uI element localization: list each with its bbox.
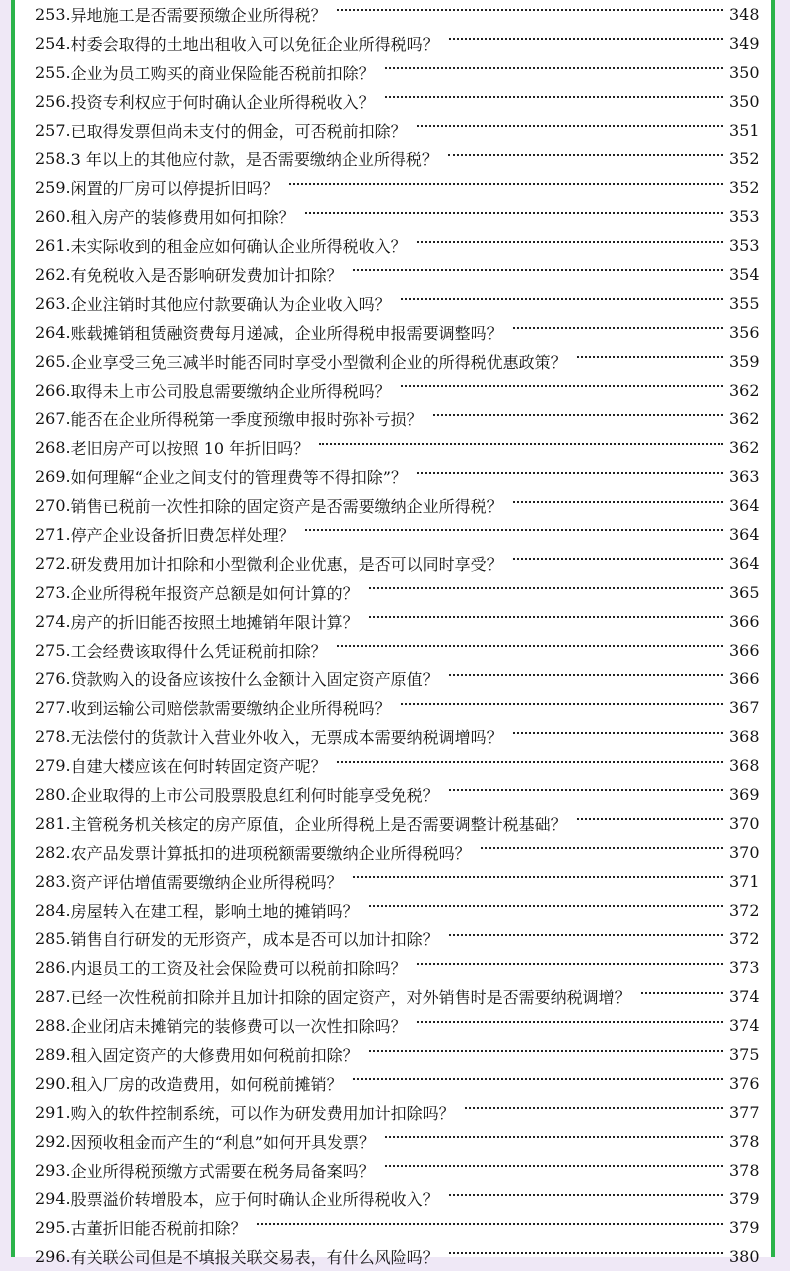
toc-entry — [35, 1185, 760, 1214]
toc-entry-number: 274. — [35, 611, 71, 631]
toc-entry-number: 294. — [35, 1189, 71, 1209]
toc-entry — [35, 87, 760, 116]
toc-leader-dots — [319, 443, 723, 445]
toc-entry — [35, 1156, 760, 1185]
toc-entry-page: 359 — [729, 351, 760, 371]
toc-entry-page: 379 — [729, 1218, 760, 1238]
toc-entry-page: 373 — [729, 958, 760, 978]
toc-entry-page: 362 — [729, 380, 760, 400]
toc-leader-dots — [385, 96, 723, 98]
toc-entry — [35, 231, 760, 260]
toc-entry-number: 268. — [35, 438, 71, 458]
toc-entry-page: 370 — [729, 842, 760, 862]
toc-entry-title: 研发费用加计扣除和小型微利企业优惠，是否可以同时享受？ — [70, 554, 503, 574]
toc-entry-page: 367 — [729, 698, 760, 718]
toc-entry-title: 取得未上市公司股息需要缴纳企业所得税吗？ — [70, 381, 391, 401]
toc-entry-number: 270. — [35, 496, 71, 516]
toc-entry-number: 271. — [35, 524, 71, 544]
toc-entry-title: 收到运输公司赔偿款需要缴纳企业所得税吗？ — [70, 699, 391, 719]
toc-entry-number: 257. — [35, 120, 71, 140]
toc-leader-dots — [449, 1194, 723, 1196]
toc-entry-number: 277. — [35, 698, 71, 718]
toc-entry-page: 374 — [729, 987, 760, 1007]
toc-leader-dots — [449, 674, 723, 676]
toc-entry-page: 364 — [729, 553, 760, 573]
toc-entry-page: 370 — [729, 813, 760, 833]
toc-entry — [35, 780, 760, 809]
toc-entry-page: 354 — [729, 264, 760, 284]
toc-entry-page: 352 — [729, 149, 760, 169]
toc-entry-number: 267. — [35, 409, 71, 429]
toc-leader-dots — [465, 1107, 723, 1109]
toc-entry-title: 销售自行研发的无形资产，成本是否可以加计扣除？ — [70, 930, 439, 950]
toc-entry-number: 261. — [35, 236, 71, 256]
toc-entry — [35, 896, 760, 925]
toc-entry-page: 372 — [729, 900, 760, 920]
toc-entry — [35, 1098, 760, 1127]
toc-entry-number: 255. — [35, 62, 71, 82]
toc-entry-number: 285. — [35, 929, 71, 949]
toc-entry — [35, 520, 760, 549]
toc-leader-dots — [385, 1136, 723, 1138]
toc-entry — [35, 144, 760, 173]
toc-entry — [35, 1040, 760, 1069]
toc-leader-dots — [289, 183, 723, 185]
toc-entry-title: 股票溢价转增股本，应于何时确认企业所得税收入？ — [70, 1190, 439, 1210]
toc-entry-number: 262. — [35, 264, 71, 284]
toc-leader-dots — [641, 992, 723, 994]
toc-entry-page: 371 — [729, 871, 760, 891]
toc-entry-title: 因预收租金而产生的“利息”如何开具发票？ — [70, 1132, 375, 1152]
toc-leader-dots — [577, 356, 723, 358]
toc-entry-page: 378 — [729, 1160, 760, 1180]
toc-entry-page: 356 — [729, 322, 760, 342]
toc-entry-number: 273. — [35, 582, 71, 602]
toc-leader-dots — [448, 154, 723, 156]
toc-leader-dots — [337, 761, 723, 763]
toc-entry — [35, 867, 760, 896]
toc-entry-page: 362 — [729, 438, 760, 458]
toc-leader-dots — [401, 298, 723, 300]
toc-entry-title: 村委会取得的土地出租收入可以免征企业所得税吗？ — [70, 34, 439, 54]
toc-leader-dots — [385, 1165, 723, 1167]
toc-entry-page: 368 — [729, 727, 760, 747]
toc-entry-title: 房产的折旧能否按照土地摊销年限计算？ — [70, 612, 359, 632]
toc-entry-title: 贷款购入的设备应该按什么金额计入固定资产原值？ — [70, 670, 439, 690]
toc-entry — [35, 838, 760, 867]
toc-entry-title: 企业所得税预缴方式需要在税务局备案吗？ — [70, 1161, 375, 1181]
toc-entry-title: 账载摊销租赁融资费每月递减，企业所得税申报需要调整吗？ — [70, 323, 503, 343]
toc-leader-dots — [369, 587, 723, 589]
toc-entry-number: 283. — [35, 871, 71, 891]
toc-entry-number: 295. — [35, 1218, 71, 1238]
toc-entry-title: 闲置的厂房可以停提折旧吗？ — [70, 179, 279, 199]
toc-leader-dots — [513, 327, 723, 329]
toc-entry — [35, 202, 760, 231]
toc-entry — [35, 607, 760, 636]
toc-entry — [35, 491, 760, 520]
toc-leader-dots — [401, 385, 723, 387]
toc-leader-dots — [353, 1078, 723, 1080]
toc-entry-number: 264. — [35, 322, 71, 342]
toc-entry-title: 购入的软件控制系统，可以作为研发费用加计扣除吗？ — [70, 1103, 455, 1123]
toc-entry — [35, 29, 760, 58]
toc-entry-number: 296. — [35, 1247, 71, 1267]
toc-leader-dots — [401, 703, 723, 705]
toc-entry-title: 企业注销时其他应付款要确认为企业收入吗？ — [70, 294, 391, 314]
toc-entry-title: 房屋转入在建工程，影响土地的摊销吗？ — [70, 901, 359, 921]
toc-leader-dots — [369, 616, 723, 618]
toc-leader-dots — [305, 212, 723, 214]
toc-leader-dots — [369, 1050, 723, 1052]
toc-entry-title: 古董折旧能否税前扣除？ — [70, 1219, 247, 1239]
toc-entry-number: 292. — [35, 1131, 71, 1151]
toc-entry-page: 369 — [729, 784, 760, 804]
toc-entry-number: 260. — [35, 207, 71, 227]
toc-entry-page: 362 — [729, 409, 760, 429]
toc-entry-page: 366 — [729, 611, 760, 631]
toc-entry-title: 已经一次性税前扣除并且加计扣除的固定资产，对外销售时是否需要纳税调增？ — [70, 988, 631, 1008]
toc-entry-number: 291. — [35, 1102, 71, 1122]
toc-entry — [35, 347, 760, 376]
toc-entry-number: 263. — [35, 293, 71, 313]
toc-entry — [35, 693, 760, 722]
toc-entry-page: 363 — [729, 467, 760, 487]
toc-entry-title: 自建大楼应该在何时转固定资产呢？ — [70, 757, 327, 777]
toc-entry-number: 286. — [35, 958, 71, 978]
toc-leader-dots — [449, 934, 723, 936]
toc-entry — [35, 925, 760, 954]
toc-leader-dots — [417, 1021, 723, 1023]
toc-leader-dots — [513, 732, 723, 734]
toc-leader-dots — [417, 963, 723, 965]
toc-entry-number: 278. — [35, 727, 71, 747]
toc-entry-number: 293. — [35, 1160, 71, 1180]
toc-leader-dots — [417, 125, 723, 127]
toc-leader-dots — [305, 529, 723, 531]
toc-entry-page: 353 — [729, 207, 760, 227]
toc-entry — [35, 636, 760, 665]
toc-entry-page: 364 — [729, 524, 760, 544]
toc-leader-dots — [513, 501, 723, 503]
toc-entry-number: 287. — [35, 987, 71, 1007]
toc-leader-dots — [337, 645, 723, 647]
toc-entry-title: 3 年以上的其他应付款，是否需要缴纳企业所得税？ — [70, 150, 438, 170]
toc-entry-title: 企业所得税年报资产总额是如何计算的？ — [70, 583, 359, 603]
toc-entry-title: 资产评估增值需要缴纳企业所得税吗？ — [70, 872, 343, 892]
toc-entry-title: 工会经费该取得什么凭证税前扣除？ — [70, 641, 327, 661]
toc-entry-title: 主管税务机关核定的房产原值，企业所得税上是否需要调整计税基础？ — [70, 814, 567, 834]
toc-leader-dots — [353, 876, 723, 878]
toc-entry — [35, 260, 760, 289]
toc-entry-title: 无法偿付的货款计入营业外收入，无票成本需要纳税调增吗？ — [70, 728, 503, 748]
toc-entry-page: 364 — [729, 496, 760, 516]
toc-entry-number: 253. — [35, 4, 71, 24]
toc-entry-page: 350 — [729, 91, 760, 111]
document-page — [11, 0, 775, 1268]
toc-entry — [35, 1127, 760, 1156]
toc-entry-page: 374 — [729, 1016, 760, 1036]
toc-entry — [35, 0, 760, 29]
toc-leader-dots — [577, 818, 723, 820]
toc-entry-page: 378 — [729, 1131, 760, 1151]
toc-entry-number: 279. — [35, 756, 71, 776]
toc-leader-dots — [449, 1252, 723, 1254]
toc-entry — [35, 549, 760, 578]
toc-entry-number: 269. — [35, 467, 71, 487]
toc-entry-page: 372 — [729, 929, 760, 949]
toc-entry-page: 355 — [729, 293, 760, 313]
toc-leader-dots — [449, 789, 723, 791]
toc-entry-title: 租入房产的装修费用如何扣除？ — [70, 208, 295, 228]
toc-entry — [35, 58, 760, 87]
toc-entry-page: 349 — [729, 33, 760, 53]
toc-entry-title: 租入固定资产的大修费用如何税前扣除？ — [70, 1046, 359, 1065]
toc-entry-number: 272. — [35, 553, 71, 573]
toc-entry-number: 259. — [35, 178, 71, 198]
toc-entry — [35, 116, 760, 145]
toc-entry — [35, 173, 760, 202]
toc-entry-number: 284. — [35, 900, 71, 920]
toc-leader-dots — [449, 38, 723, 40]
toc-entry-page: 375 — [729, 1045, 760, 1064]
toc-leader-dots — [257, 1223, 723, 1225]
toc-entry — [35, 578, 760, 607]
toc-entry-title: 未实际收到的租金应如何确认企业所得税收入？ — [70, 237, 407, 257]
toc-entry — [35, 404, 760, 433]
toc-entry-number: 275. — [35, 640, 71, 660]
toc-entry-page: 351 — [729, 120, 760, 140]
toc-entry-title: 企业享受三免三减半时能否同时享受小型微利企业的所得税优惠政策？ — [70, 352, 567, 372]
toc-entry-number: 280. — [35, 784, 71, 804]
toc-entry-title: 停产企业设备折旧费怎样处理？ — [70, 525, 295, 545]
toc-entry-title: 能否在企业所得税第一季度预缴申报时弥补亏损？ — [70, 410, 423, 430]
toc-entry — [35, 433, 760, 462]
toc-entry-title: 内退员工的工资及社会保险费可以税前扣除吗？ — [70, 959, 407, 979]
toc-entry — [35, 809, 760, 838]
toc-entry-number: 282. — [35, 842, 71, 862]
toc-entry-number: 289. — [35, 1045, 71, 1064]
toc-leader-dots — [513, 558, 723, 560]
toc-entry-title: 企业取得的上市公司股票股息红利何时能享受免税？ — [70, 785, 439, 805]
toc-entry-page: 379 — [729, 1189, 760, 1209]
toc-entry — [35, 664, 760, 693]
toc-entry — [35, 1213, 760, 1242]
toc-leader-dots — [337, 9, 723, 11]
toc-entry — [35, 751, 760, 780]
toc-entry-title: 异地施工是否需要预缴企业所得税？ — [70, 5, 327, 25]
toc-leader-dots — [385, 67, 723, 69]
toc-entry-page: 368 — [729, 756, 760, 776]
toc-entry-number: 266. — [35, 380, 71, 400]
toc-leader-dots — [353, 269, 723, 271]
toc-entry-page: 352 — [729, 178, 760, 198]
toc-entry-title: 农产品发票计算抵扣的进项税额需要缴纳企业所得税吗？ — [70, 843, 471, 863]
toc-entry-page: 366 — [729, 669, 760, 689]
toc-entry-number: 290. — [35, 1073, 71, 1093]
toc-entry-title: 有关联公司但是不填报关联交易表，有什么风险吗？ — [70, 1248, 439, 1268]
toc-entry-number: 256. — [35, 91, 71, 111]
toc-entry-page: 377 — [729, 1102, 760, 1122]
toc-entry — [35, 462, 760, 491]
toc-entry-number: 288. — [35, 1016, 71, 1036]
toc-entry-page: 366 — [729, 640, 760, 660]
toc-entry-page: 380 — [729, 1247, 760, 1267]
toc-entry-number: 265. — [35, 351, 71, 371]
toc-entry-title: 如何理解“企业之间支付的管理费等不得扣除”？ — [70, 468, 407, 488]
toc-leader-dots — [417, 472, 723, 474]
toc-entry — [35, 982, 760, 1011]
toc-entry-page: 365 — [729, 582, 760, 602]
toc-entry-number: 258. — [35, 149, 71, 169]
toc-entry-page: 353 — [729, 236, 760, 256]
toc-entry-title: 投资专利权应于何时确认企业所得税收入？ — [70, 92, 375, 112]
toc-entry — [35, 289, 760, 318]
table-of-contents — [35, 0, 760, 1271]
toc-entry — [35, 376, 760, 405]
toc-leader-dots — [433, 414, 723, 416]
toc-leader-dots — [369, 905, 723, 907]
toc-entry — [35, 1069, 760, 1098]
toc-entry-title: 老旧房产可以按照 10 年折旧吗？ — [70, 439, 310, 459]
toc-entry-title: 已取得发票但尚未支付的佣金，可否税前扣除？ — [70, 121, 407, 141]
toc-entry-title: 企业闭店未摊销完的装修费可以一次性扣除吗？ — [70, 1017, 407, 1037]
toc-entry-title: 企业为员工购买的商业保险能否税前扣除？ — [70, 63, 375, 83]
toc-entry-page: 376 — [729, 1073, 760, 1093]
toc-entry-number: 281. — [35, 813, 71, 833]
toc-entry-number: 254. — [35, 33, 71, 53]
toc-entry — [35, 722, 760, 751]
toc-leader-dots — [417, 241, 723, 243]
toc-entry — [35, 953, 760, 982]
toc-entry-number: 276. — [35, 669, 71, 689]
toc-entry-page: 348 — [729, 4, 760, 24]
toc-entry — [35, 318, 760, 347]
toc-entry-title: 有免税收入是否影响研发费加计扣除？ — [70, 265, 343, 285]
toc-entry — [35, 1011, 760, 1040]
toc-entry-title: 租入厂房的改造费用，如何税前摊销？ — [70, 1074, 343, 1094]
toc-entry-page: 350 — [729, 62, 760, 82]
toc-entry-title: 销售已税前一次性扣除的固定资产是否需要缴纳企业所得税？ — [70, 497, 503, 517]
toc-leader-dots — [481, 847, 723, 849]
